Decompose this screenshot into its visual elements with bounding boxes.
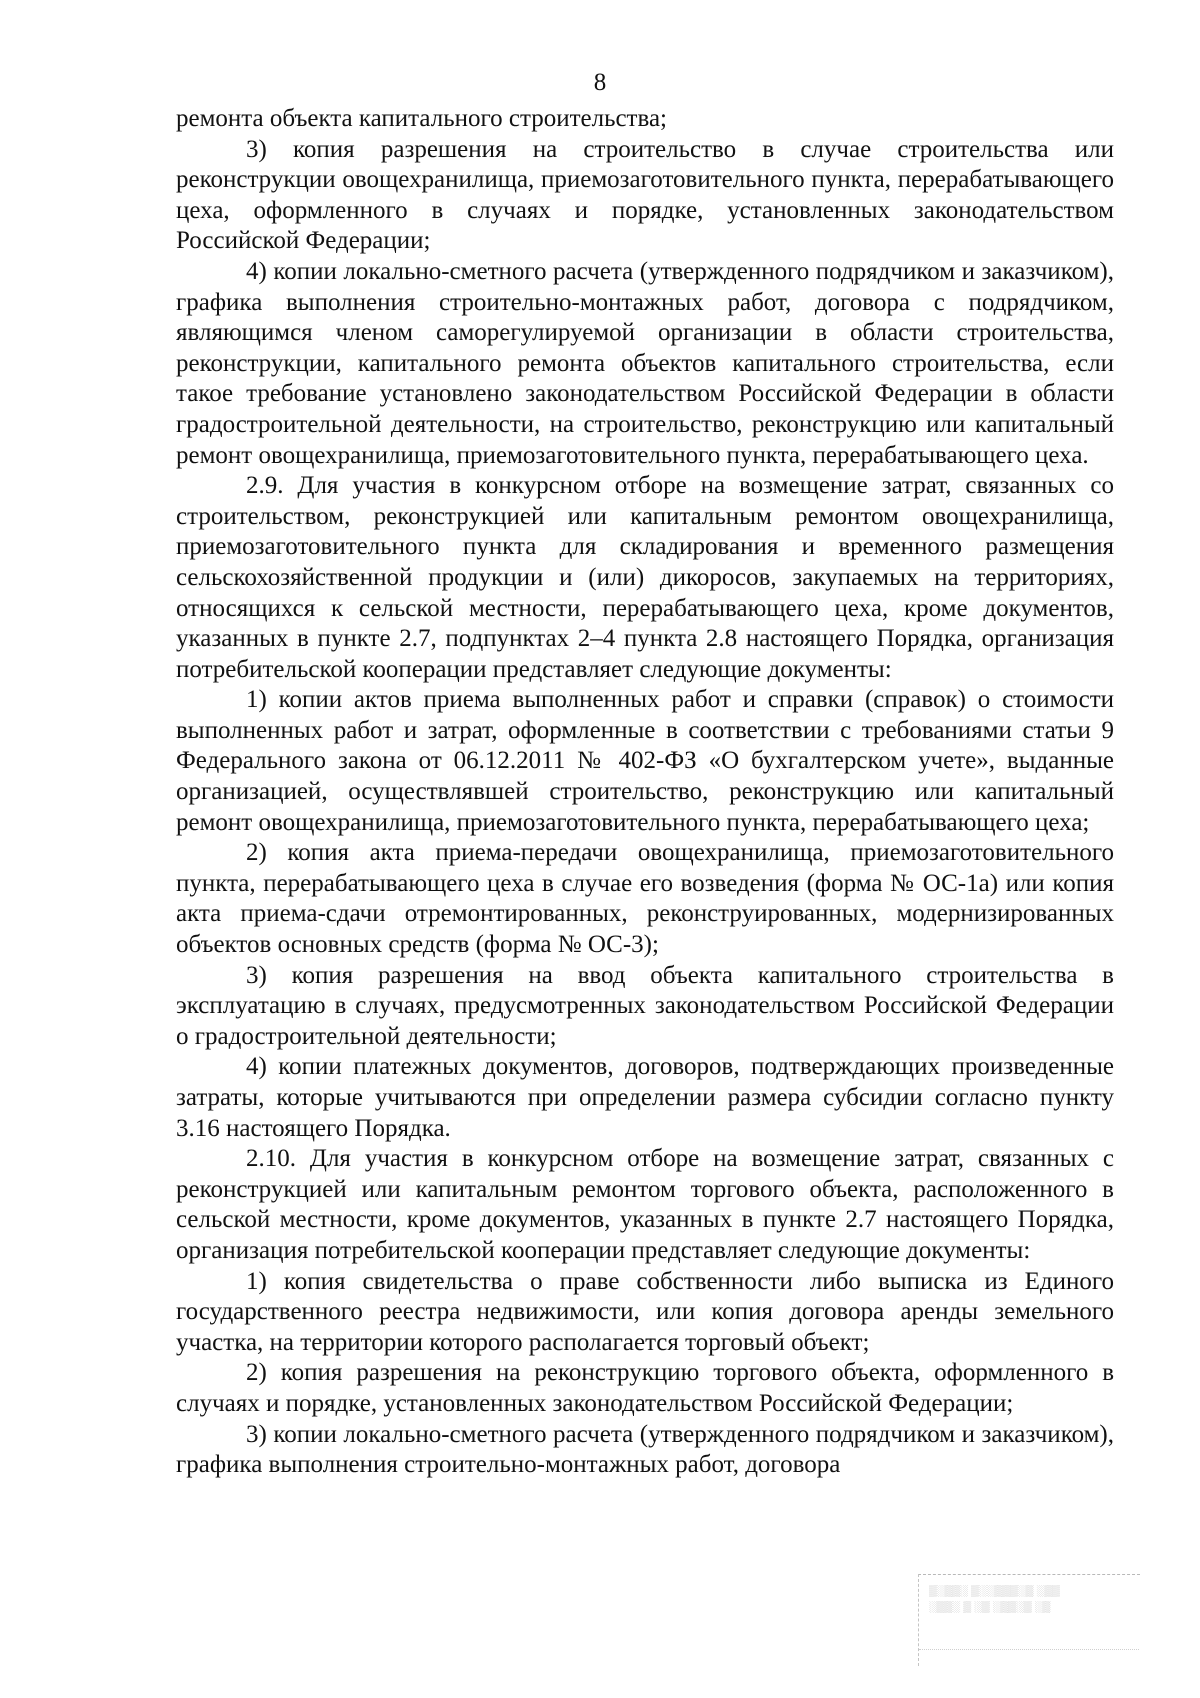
paragraph: 4) копии локально-сметного расчета (утвержденного подрядчиком и заказчиком), графика выполнения строительно-монтажных работ, договора с подрядчиком, являющимся членом саморегулируемой организации в области строительства, реконструкции, капитального ремонта объектов капитального строительства, если такое требование установлено законодательством Российской Федерации в области градостроительной деятельности, на строительство, реконструкцию или капитальный ремонт овощехранилища, приемозаготовительного пункта, перерабатывающего цеха. [176, 257, 1114, 469]
paragraph: 4) копии платежных документов, договоров, подтверждающих произведенные затраты, которые учитываются при определении размера субсидии согласно пункту 3.16 настоящего Порядка. [176, 1053, 1114, 1142]
paragraph: 2.10. Для участия в конкурсном отборе на возмещение затрат, связанных с реконструкцией или капитальным ремонтом торгового объекта, расположенного в сельской местности, кроме документов, указанных в пункте 2.7 настоящего Порядка, организация потребительской кооперации представляет следующие документы: [176, 1145, 1114, 1264]
stamp-line: ░▒▒░ ▒ ░▒ ░▒▒░▒ ░▒ [929, 1601, 1051, 1613]
document-body [176, 104, 1114, 1481]
paragraph: ремонта объекта капитального строительства; [176, 105, 668, 132]
paragraph: 2.9. Для участия в конкурсном отборе на возмещение затрат, связанных со строительством, реконструкцией или капитальным ремонтом овощехранилища, приемозаготовительного пункта для складирования и временного размещения сельскохозяйственной продукции и (или) дикоросов, закупаемых на территориях, относящихся к сельской местности, перерабатывающего цеха, кроме документов, указанных в пункте 2.7, подпунктах 2–4 пункта 2.8 настоящего Порядка, организация потребительской кооперации представляет следующие документы: [176, 472, 1114, 683]
paragraph: 2) копия акта приема-передачи овощехранилища, приемозаготовительного пункта, перерабатывающего цеха в случае его возведения (форма № ОС-1а) или копия акта приема-сдачи отремонтированных, реконструированных, модернизированных объектов основных средств (форма № ОС-3); [176, 839, 1114, 959]
page-number: 8 [593, 69, 607, 96]
faded-stamp [918, 1574, 1140, 1666]
paragraph: 1) копии актов приема выполненных работ и справки (справок) о стоимости выполненных работ и затрат, оформленные в соответствии с требованиями статьи 9 Федерального закона от 06.12.2011 № 402-ФЗ «О бухгалтерском учете», выданные организацией, осуществлявшей строительство, реконструкцию или капитальный ремонт овощехранилища, приемозаготовительного пункта, перерабатывающего цеха; [176, 686, 1114, 836]
paragraph: 3) копии локально-сметного расчета (утвержденного подрядчиком и заказчиком), графика выполнения строительно-монтажных работ, договора [176, 1420, 1114, 1479]
stamp-dotted-line [919, 1649, 1140, 1650]
stamp-line: ▒░▒▒░ ▒░░▒▒▒░▒ ░▒▒ [929, 1585, 1060, 1597]
paragraph: 1) копия свидетельства о праве собственности либо выписка из Единого государственного реестра недвижимости, или копия договора аренды земельного участка, на территории которого располагается торговый объект; [176, 1267, 1114, 1356]
paragraph: 3) копия разрешения на строительство в случае строительства или реконструкции овощехранилища, приемозаготовительного пункта, перерабатывающего цеха, оформленного в случаях и порядке, установленных законодательством Российской Федерации; [176, 135, 1114, 255]
paragraph: 2) копия разрешения на реконструкцию торгового объекта, оформленного в случаях и порядке, установленных законодательством Российской Федерации; [176, 1359, 1114, 1417]
paragraph: 3) копия разрешения на ввод объекта капитального строительства в эксплуатацию в случаях, предусмотренных законодательством Российской Федерации о градостроительной деятельности; [176, 961, 1114, 1050]
